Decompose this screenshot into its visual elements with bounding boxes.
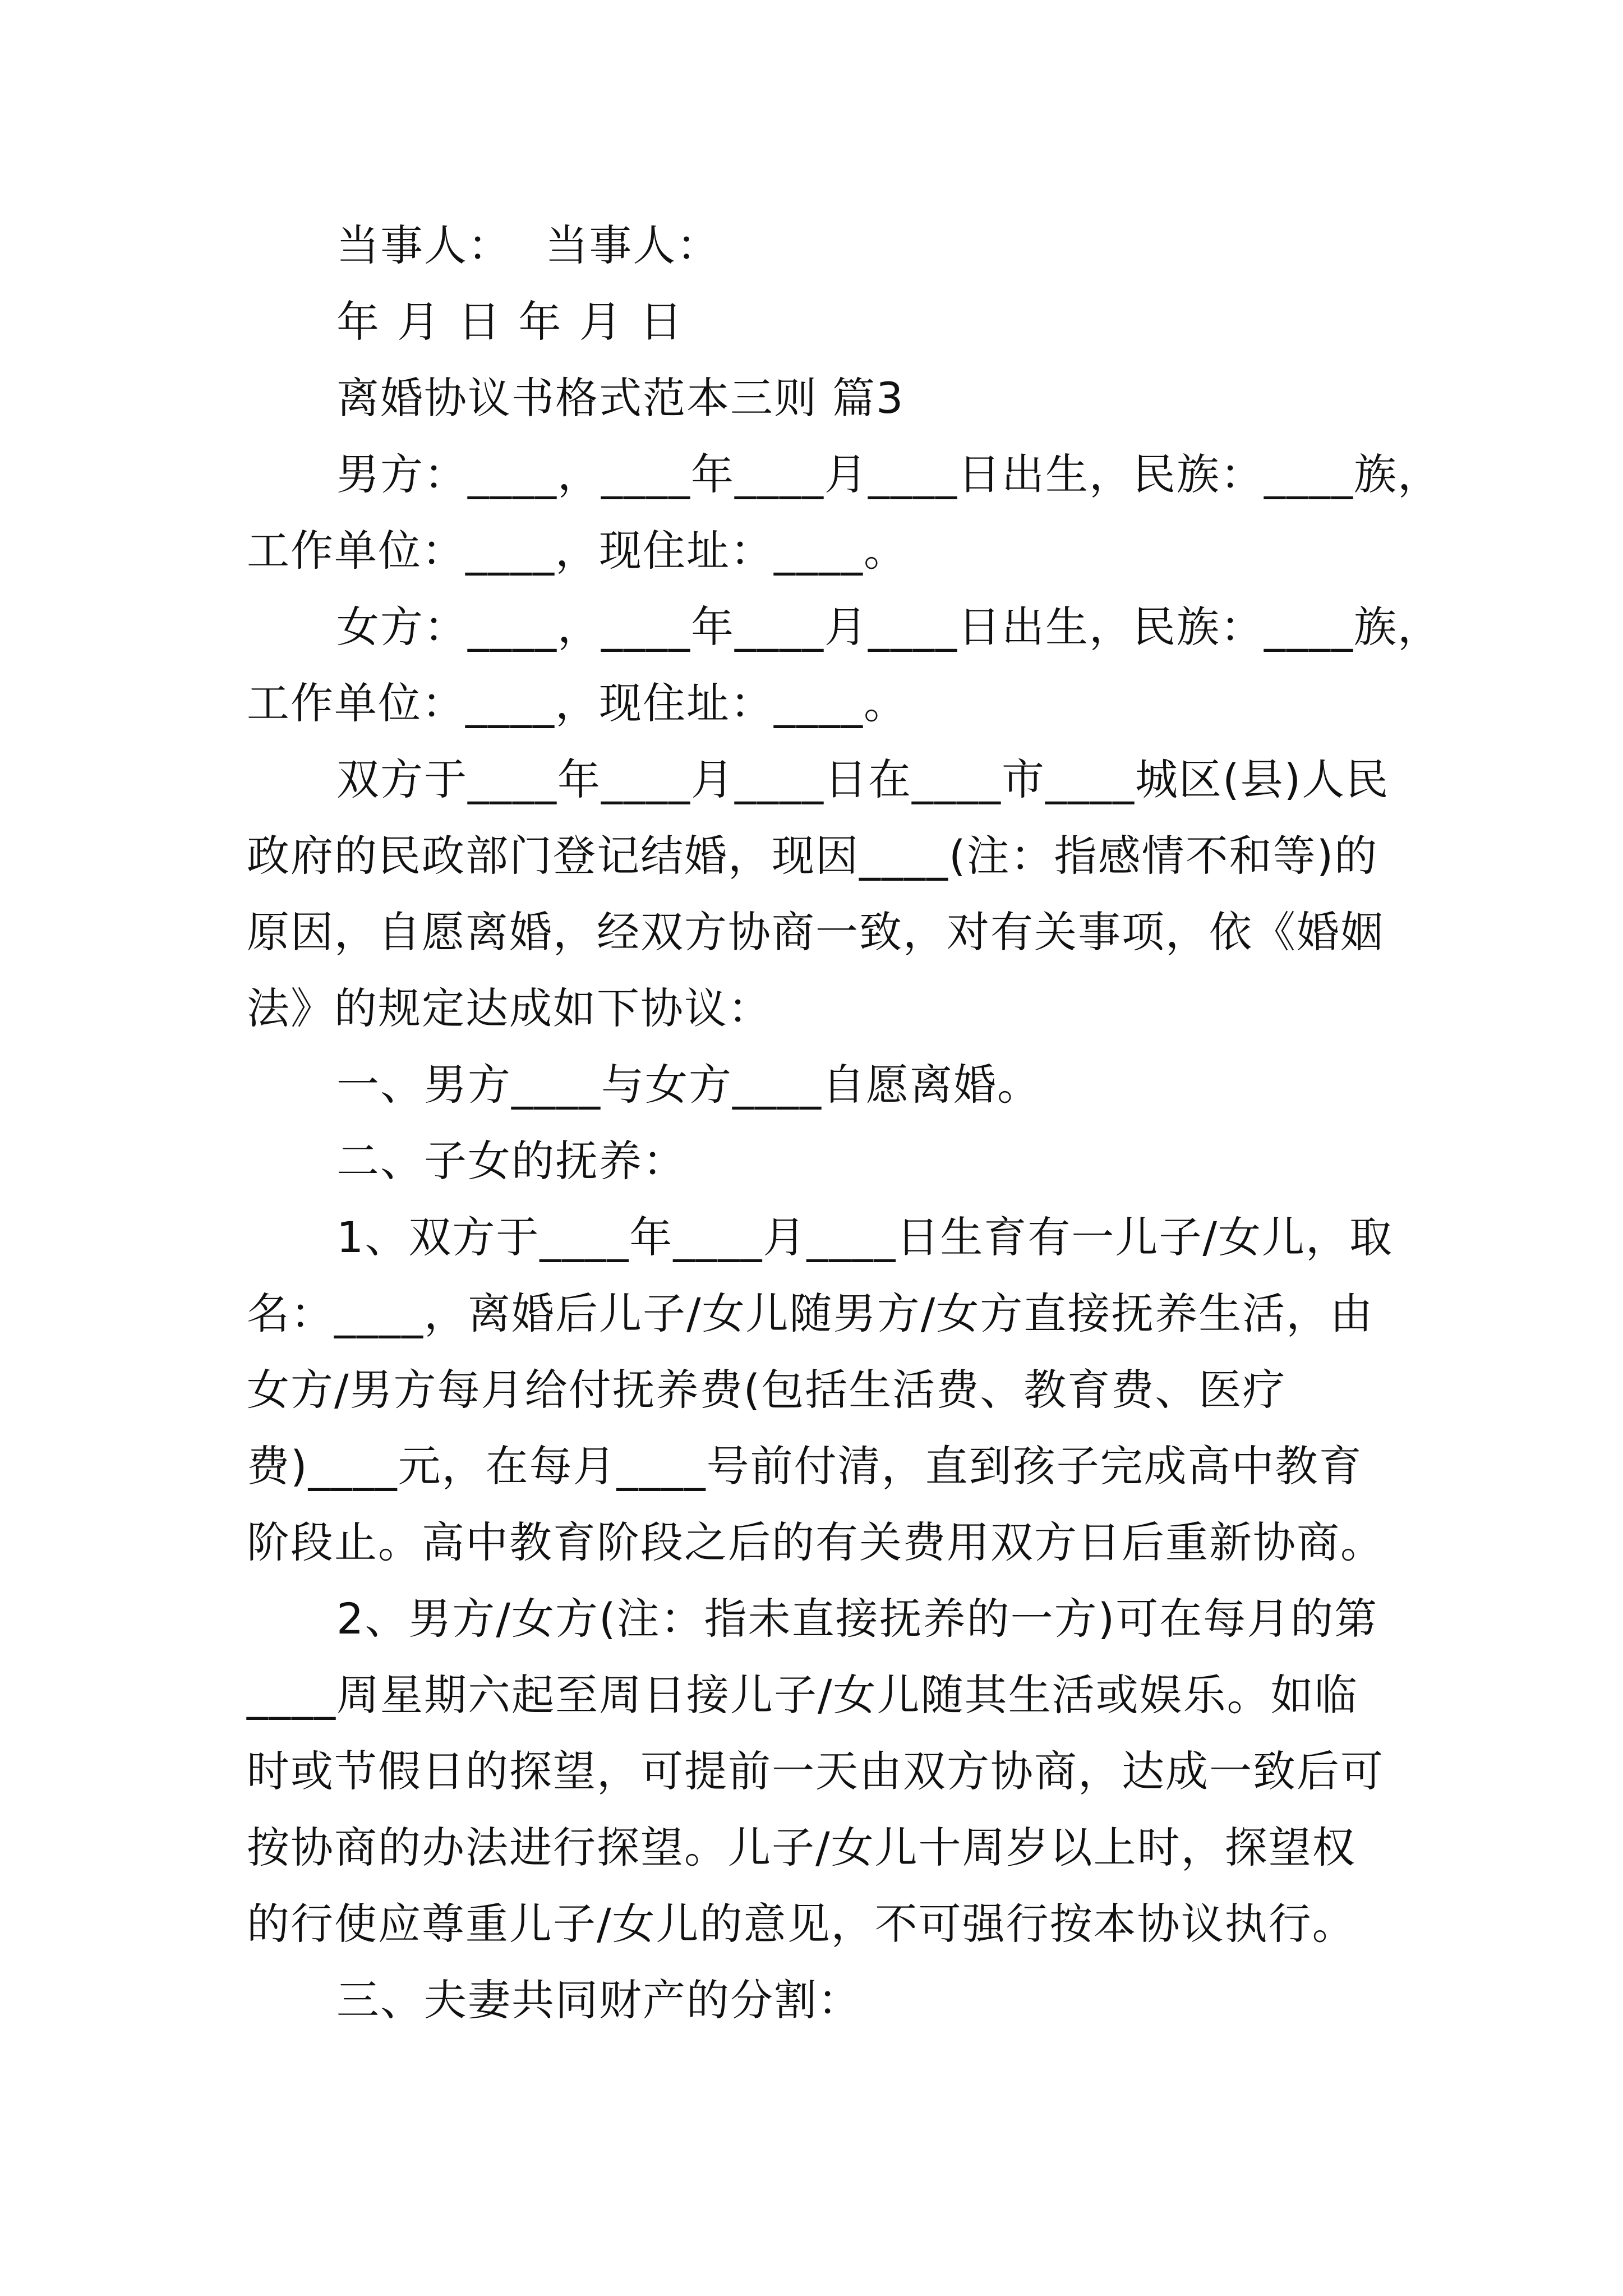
signature-line: 当事人： 当事人： [336,220,721,270]
clause-heading: 一、男方____与女方____自愿离婚。 [336,1060,1041,1110]
paragraph-line: 按协商的办法进行探望。儿子/女儿十周岁以上时，探望权 [247,1823,1356,1872]
paragraph-line: 男方：____，____年____月____日出生，民族：____族， [336,449,1441,499]
paragraph-line: 1、双方于____年____月____日生育有一儿子/女儿，取 [336,1212,1393,1262]
paragraph-line: 费)____元，在每月____号前付清，直到孩子完成高中教育 [247,1441,1363,1491]
paragraph-line: 阶段止。高中教育阶段之后的有关费用双方日后重新协商。 [247,1517,1384,1567]
date-line: 年 月 日 年 月 日 [336,297,684,347]
clause-heading: 三、夫妻共同财产的分割： [336,1975,861,2025]
paragraph-line: 法》的规定达成如下协议： [247,983,772,1033]
paragraph-line: 原因，自愿离婚，经双方协商一致，对有关事项，依《婚姻 [247,907,1384,957]
paragraph-line: 时或节假日的探望，可提前一天由双方协商，达成一致后可 [247,1746,1384,1796]
clause-heading: 二、子女的抚养： [336,1136,686,1186]
section-heading: 离婚协议书格式范本三则 篇3 [336,373,905,423]
paragraph-line: ____周星期六起至周日接儿子/女儿随其生活或娱乐。如临 [247,1670,1358,1720]
paragraph-line: 工作单位：____，现住址：____。 [247,526,907,576]
paragraph-line: 政府的民政部门登记结婚，现因____(注：指感情不和等)的 [247,831,1378,881]
paragraph-line: 双方于____年____月____日在____市____城区(县)人民 [336,754,1390,804]
paragraph-line: 女方：____，____年____月____日出生，民族：____族， [336,602,1441,652]
paragraph-line: 名：____，离婚后儿子/女儿随男方/女方直接抚养生活，由 [247,1289,1374,1338]
paragraph-line: 工作单位：____，现住址：____。 [247,678,907,728]
paragraph-line: 女方/男方每月给付抚养费(包括生活费、教育费、医疗 [247,1365,1287,1415]
paragraph-line: 的行使应尊重儿子/女儿的意见，不可强行按本协议执行。 [247,1899,1356,1949]
paragraph-line: 2、男方/女方(注：指未直接抚养的一方)可在每月的第 [336,1594,1378,1644]
document-body [247,208,1441,2039]
